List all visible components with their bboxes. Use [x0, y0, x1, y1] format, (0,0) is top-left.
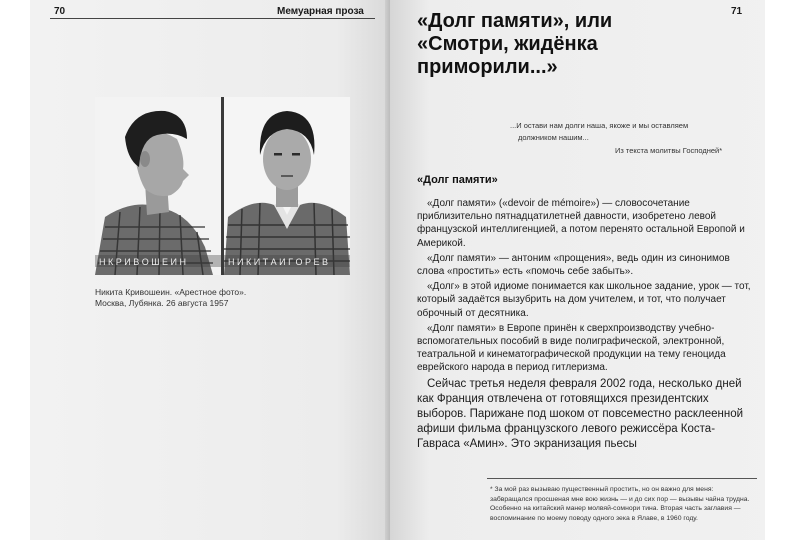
book-spread [30, 0, 790, 540]
arrest-photo-front [224, 97, 350, 275]
front-portrait-image [224, 97, 350, 275]
epigraph [510, 120, 740, 144]
body-text [417, 197, 757, 455]
paragraph: Сейчас третья неделя февраля 2002 года, несколько дней как Франция отвлечена от готовящихся президентских выборов. Парижане под шоком от повсеместно расклеенной афиши фильма французского левого режиссёра Коста-Гавраса «Амин». Это экранизация пьесы [417, 377, 744, 451]
page-edge [765, 0, 800, 540]
arrest-photo-profile [95, 97, 221, 275]
epigraph-line: ...И остави нам долги наша, якоже и мы оставляем [510, 121, 689, 130]
running-title: Мемуарная проза [277, 6, 364, 17]
page-number-left: 70 [54, 6, 66, 17]
paragraph: «Долг памяти» в Европе принён к сверхпроизводству учебно-вспомогательных пособий в виде полиграфической, электронной, театральной и кинематографической продукции на тему геноцида еврейского народа в период гитлеризма. [417, 322, 726, 374]
svg-text:Н К Р И В О Ш Е И Н: Н К Р И В О Ш Е И Н [99, 257, 186, 267]
page-number-right: 71 [731, 6, 743, 17]
paragraph: «Долг памяти» («devoir de mémoire») — словосочетание приблизительно пятнадцатилетней давности, изобретено левой французской интеллигенцией, а потом перенято остальной Европой и Америкой. [417, 198, 745, 249]
epigraph-source: Из текста молитвы Господней* [615, 146, 723, 155]
running-head [50, 4, 375, 19]
arrest-photo [95, 97, 350, 275]
section-title: «Долг памяти» [417, 174, 498, 186]
epigraph-line: должником нашим... [518, 133, 589, 142]
left-page [30, 0, 390, 540]
photo-caption [95, 287, 355, 309]
headline-line: «Долг памяти», или [417, 10, 613, 32]
right-page [390, 0, 785, 540]
headline-line: приморили...» [417, 56, 558, 78]
chapter-headline [417, 10, 727, 79]
footnote: * За мой раз вызываю пущественный простить, но он важно для меня: забвращался просшеная мне вою жизнь — и до сих пор — вызывы чайна трудна. Особенно на китайский манер молвяй-сомнори тина. Вторая часть заглавия — воспоминание по моему поводу одного зека в Ялаве, в 1960 году. [490, 486, 750, 522]
profile-portrait-image [95, 97, 221, 275]
paragraph: «Долг» в этой идиоме понимается как школьное задание, урок — тот, который задаётся вызубрить на дом учителем, и тот, что получает оброчный от десятника. [417, 281, 751, 319]
caption-line: Никита Кривошеин. «Арестное фото». [95, 287, 247, 297]
paragraph: «Долг памяти» — антоним «прощения», ведь один из синонимов слова «простить» есть «помочь себе забыть». [417, 252, 730, 278]
headline-line: «Смотри, жидёнка [417, 33, 598, 55]
footnote-rule [487, 478, 757, 479]
svg-text:Н И К И Т А И Г О Р Е В: Н И К И Т А И Г О Р Е В [228, 257, 329, 267]
caption-line: Москва, Лубянка. 26 августа 1957 [95, 298, 229, 308]
